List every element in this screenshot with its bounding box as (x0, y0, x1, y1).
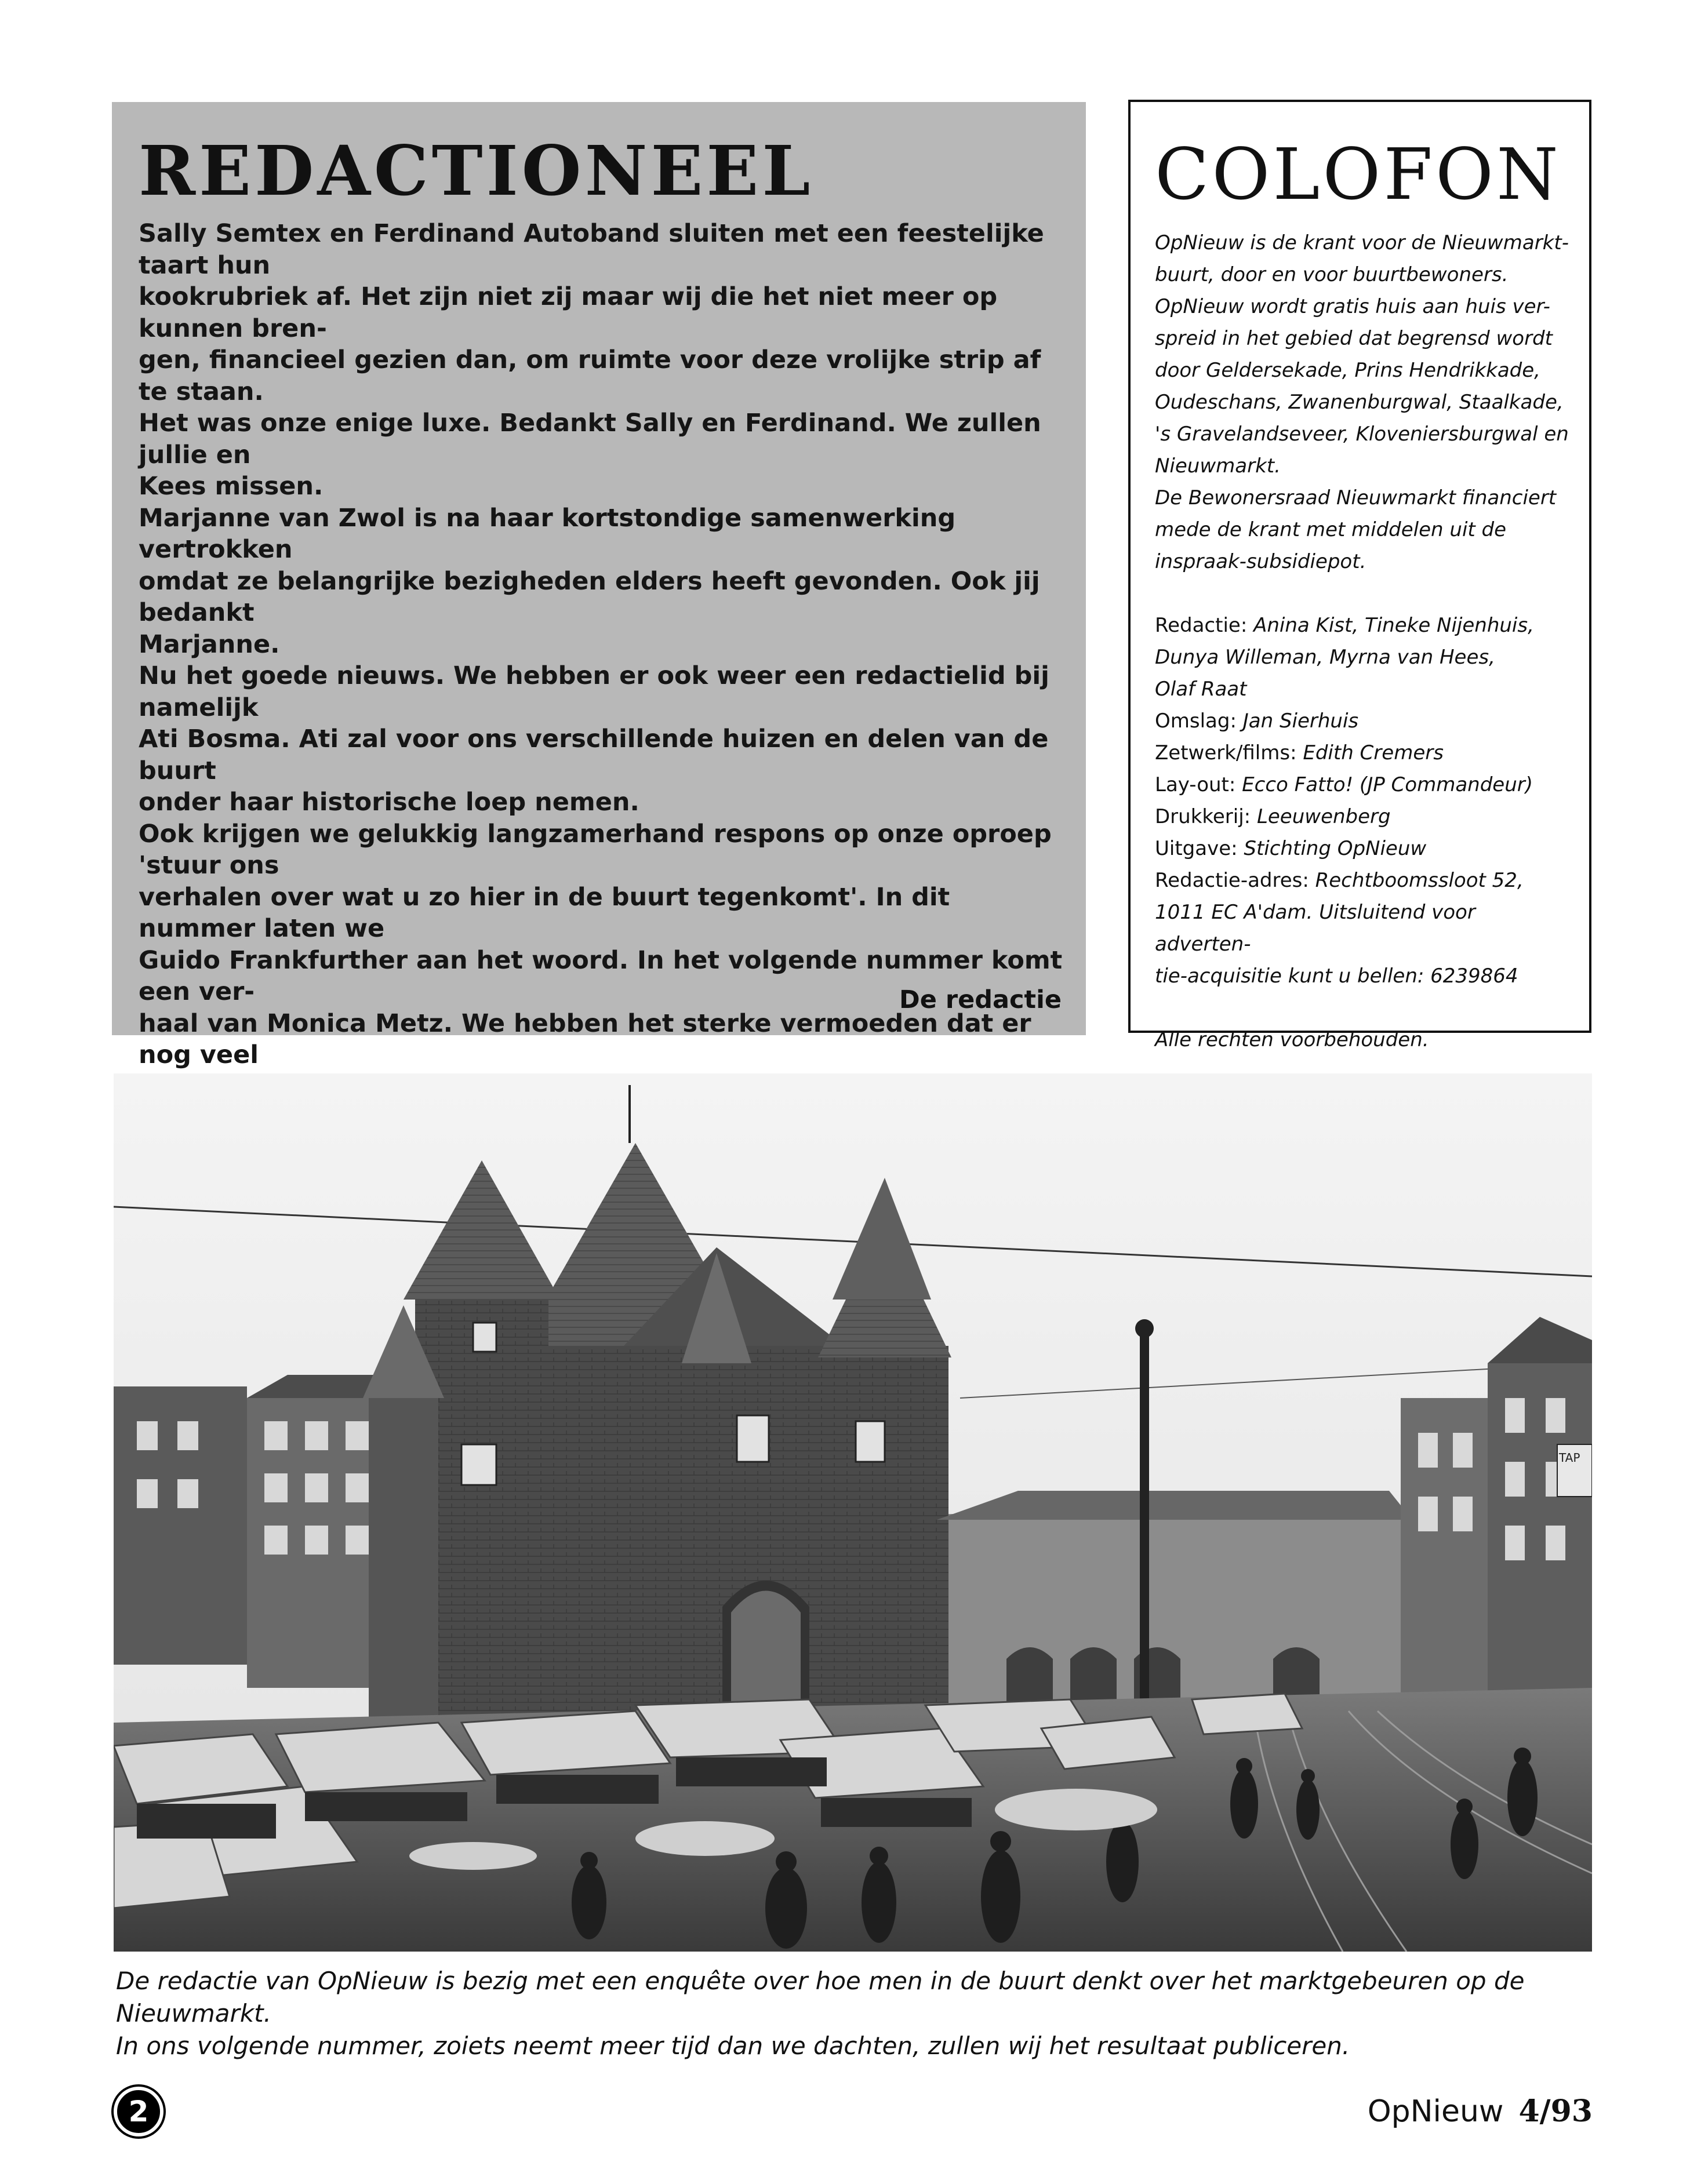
editorial-line: Het was onze enige luxe. Bedankt Sally en Ferdinand. We zullen jullie en (139, 409, 1041, 469)
credit-label: Uitgave: (1155, 837, 1244, 860)
editorial-line: Marjanne van Zwol is na haar kortstondige samenwerking vertrokken (139, 503, 956, 564)
editorial-line: Ook krijgen we gelukkig langzamerhand respons op onze oproep 'stuur ons (139, 819, 1052, 880)
photo-caption (116, 1965, 1577, 2062)
editorial-line: omdat ze belangrijke bezigheden elders heeft gevonden. Ook jij bedankt (139, 566, 1040, 627)
colofon-intro-line: 's Gravelandseveer, Kloveniersburgwal en (1155, 423, 1569, 446)
credit-value: Olaf Raat (1155, 678, 1247, 701)
editorial-line: gen, financieel gezien dan, om ruimte voor deze vrolijke strip af te staan. (139, 345, 1041, 406)
editorial-line: Guido Frankfurther aan het woord. In het volgende nummer komt een ver- (139, 945, 1063, 1006)
editorial-line: Nu het goede nieuws. We hebben er ook weer een redactielid bij namelijk (139, 661, 1049, 722)
editorial-line: Marjanne. (139, 629, 280, 659)
editorial-signature: De redactie (899, 985, 1062, 1014)
colofon-intro-line: door Geldersekade, Prins Hendrikkade, (1155, 359, 1540, 382)
editorial-box (112, 102, 1086, 1069)
credit-value: Ecco Fatto! (JP Commandeur) (1242, 773, 1533, 796)
caption-line: In ons volgende nummer, zoiets neemt meer tijd dan we dachten, zullen wij het resultaat publiceren. (116, 2032, 1350, 2060)
storefront-sign: TAP (1559, 1451, 1580, 1465)
colofon-intro-line: mede de krant met middelen uit de (1155, 518, 1507, 541)
colofon-box (1128, 100, 1591, 1051)
colofon-intro-line: Oudeschans, Zwanenburgwal, Staalkade, (1155, 391, 1564, 414)
page-number-badge: 2 (114, 2087, 163, 2136)
credit-line (1155, 897, 1575, 960)
colofon-credits (1155, 610, 1575, 992)
credit-label: Redactie: (1155, 614, 1254, 637)
editorial-line: Kees missen. (139, 472, 324, 501)
editorial-line: onder haar historische loep nemen. (139, 788, 639, 817)
colofon-intro-line: Nieuwmarkt. (1155, 454, 1281, 478)
issue-number: 4/93 (1518, 2094, 1593, 2129)
credit-line (1155, 801, 1575, 833)
editorial-line: Ati Bosma. Ati zal voor ons verschillende huizen en delen van de buurt (139, 725, 1049, 785)
colofon-intro-line: OpNieuw wordt gratis huis aan huis ver- (1155, 295, 1550, 318)
editorial-line: haal van Monica Metz. We hebben het sterke vermoeden dat er nog veel (139, 1009, 1031, 1069)
credit-value: 1011 EC A'dam. Uitsluitend voor adverten- (1155, 901, 1475, 956)
credit-label: Zetwerk/films: (1155, 741, 1303, 765)
credit-line (1155, 705, 1575, 737)
credit-label: Lay-out: (1155, 773, 1242, 796)
editorial-line: verhalen over wat u zo hier in de buurt tegenkomt'. In dit nummer laten we (139, 882, 950, 943)
editorial-title: REDACTIONEEL (139, 130, 814, 211)
publication-name: OpNieuw (1367, 2094, 1504, 2129)
editorial-line: Sally Semtex en Ferdinand Autoband sluiten met een feestelijke taart hun (139, 219, 1044, 280)
credit-line (1155, 960, 1575, 992)
credit-value: Rechtboomssloot 52, (1315, 869, 1524, 892)
caption-line: De redactie van OpNieuw is bezig met een enquête over hoe men in de buurt denkt over het marktgebeuren op de Nieuwmarkt. (116, 1967, 1525, 2028)
credit-line (1155, 737, 1575, 769)
credit-line (1155, 674, 1575, 705)
credit-line (1155, 610, 1575, 642)
footer-publication (1368, 2094, 1593, 2129)
credit-line (1155, 769, 1575, 801)
credit-label: Omslag: (1155, 709, 1243, 733)
credit-label: Redactie-adres: (1155, 869, 1315, 892)
editorial-line: kookrubriek af. Het zijn niet zij maar wij die het niet meer op kunnen bren- (139, 282, 998, 343)
credit-line (1155, 865, 1575, 897)
colofon-intro-line: buurt, door en voor buurtbewoners. (1155, 263, 1509, 286)
colofon-intro-line: inspraak-subsidiepot. (1155, 550, 1366, 573)
credit-line (1155, 833, 1575, 865)
credit-value: Jan Sierhuis (1242, 709, 1359, 733)
colofon-rights: Alle rechten voorbehouden. (1155, 1028, 1429, 1051)
market-photo-image (114, 1073, 1592, 1952)
colofon-intro (1155, 227, 1575, 578)
credit-value: Edith Cremers (1303, 741, 1444, 765)
credit-line (1155, 642, 1575, 674)
credit-value: Leeuwenberg (1256, 805, 1391, 828)
credit-value: Anina Kist, Tineke Nijenhuis, (1253, 614, 1534, 637)
credit-value: Dunya Willeman, Myrna van Hees, (1155, 646, 1495, 669)
colofon-intro-line: De Bewonersraad Nieuwmarkt financiert (1155, 486, 1557, 509)
colofon-intro-line: spreid in het gebied dat begrensd wordt (1155, 327, 1553, 350)
credit-label: Drukkerij: (1155, 805, 1257, 828)
market-photo (114, 1073, 1592, 1952)
colofon-title: COLOFON (1155, 133, 1561, 216)
credit-value: Stichting OpNieuw (1244, 837, 1427, 860)
credit-value: tie-acquisitie kunt u bellen: 6239864 (1155, 964, 1518, 988)
colofon-intro-line: OpNieuw is de krant voor de Nieuwmarkt- (1155, 231, 1569, 254)
